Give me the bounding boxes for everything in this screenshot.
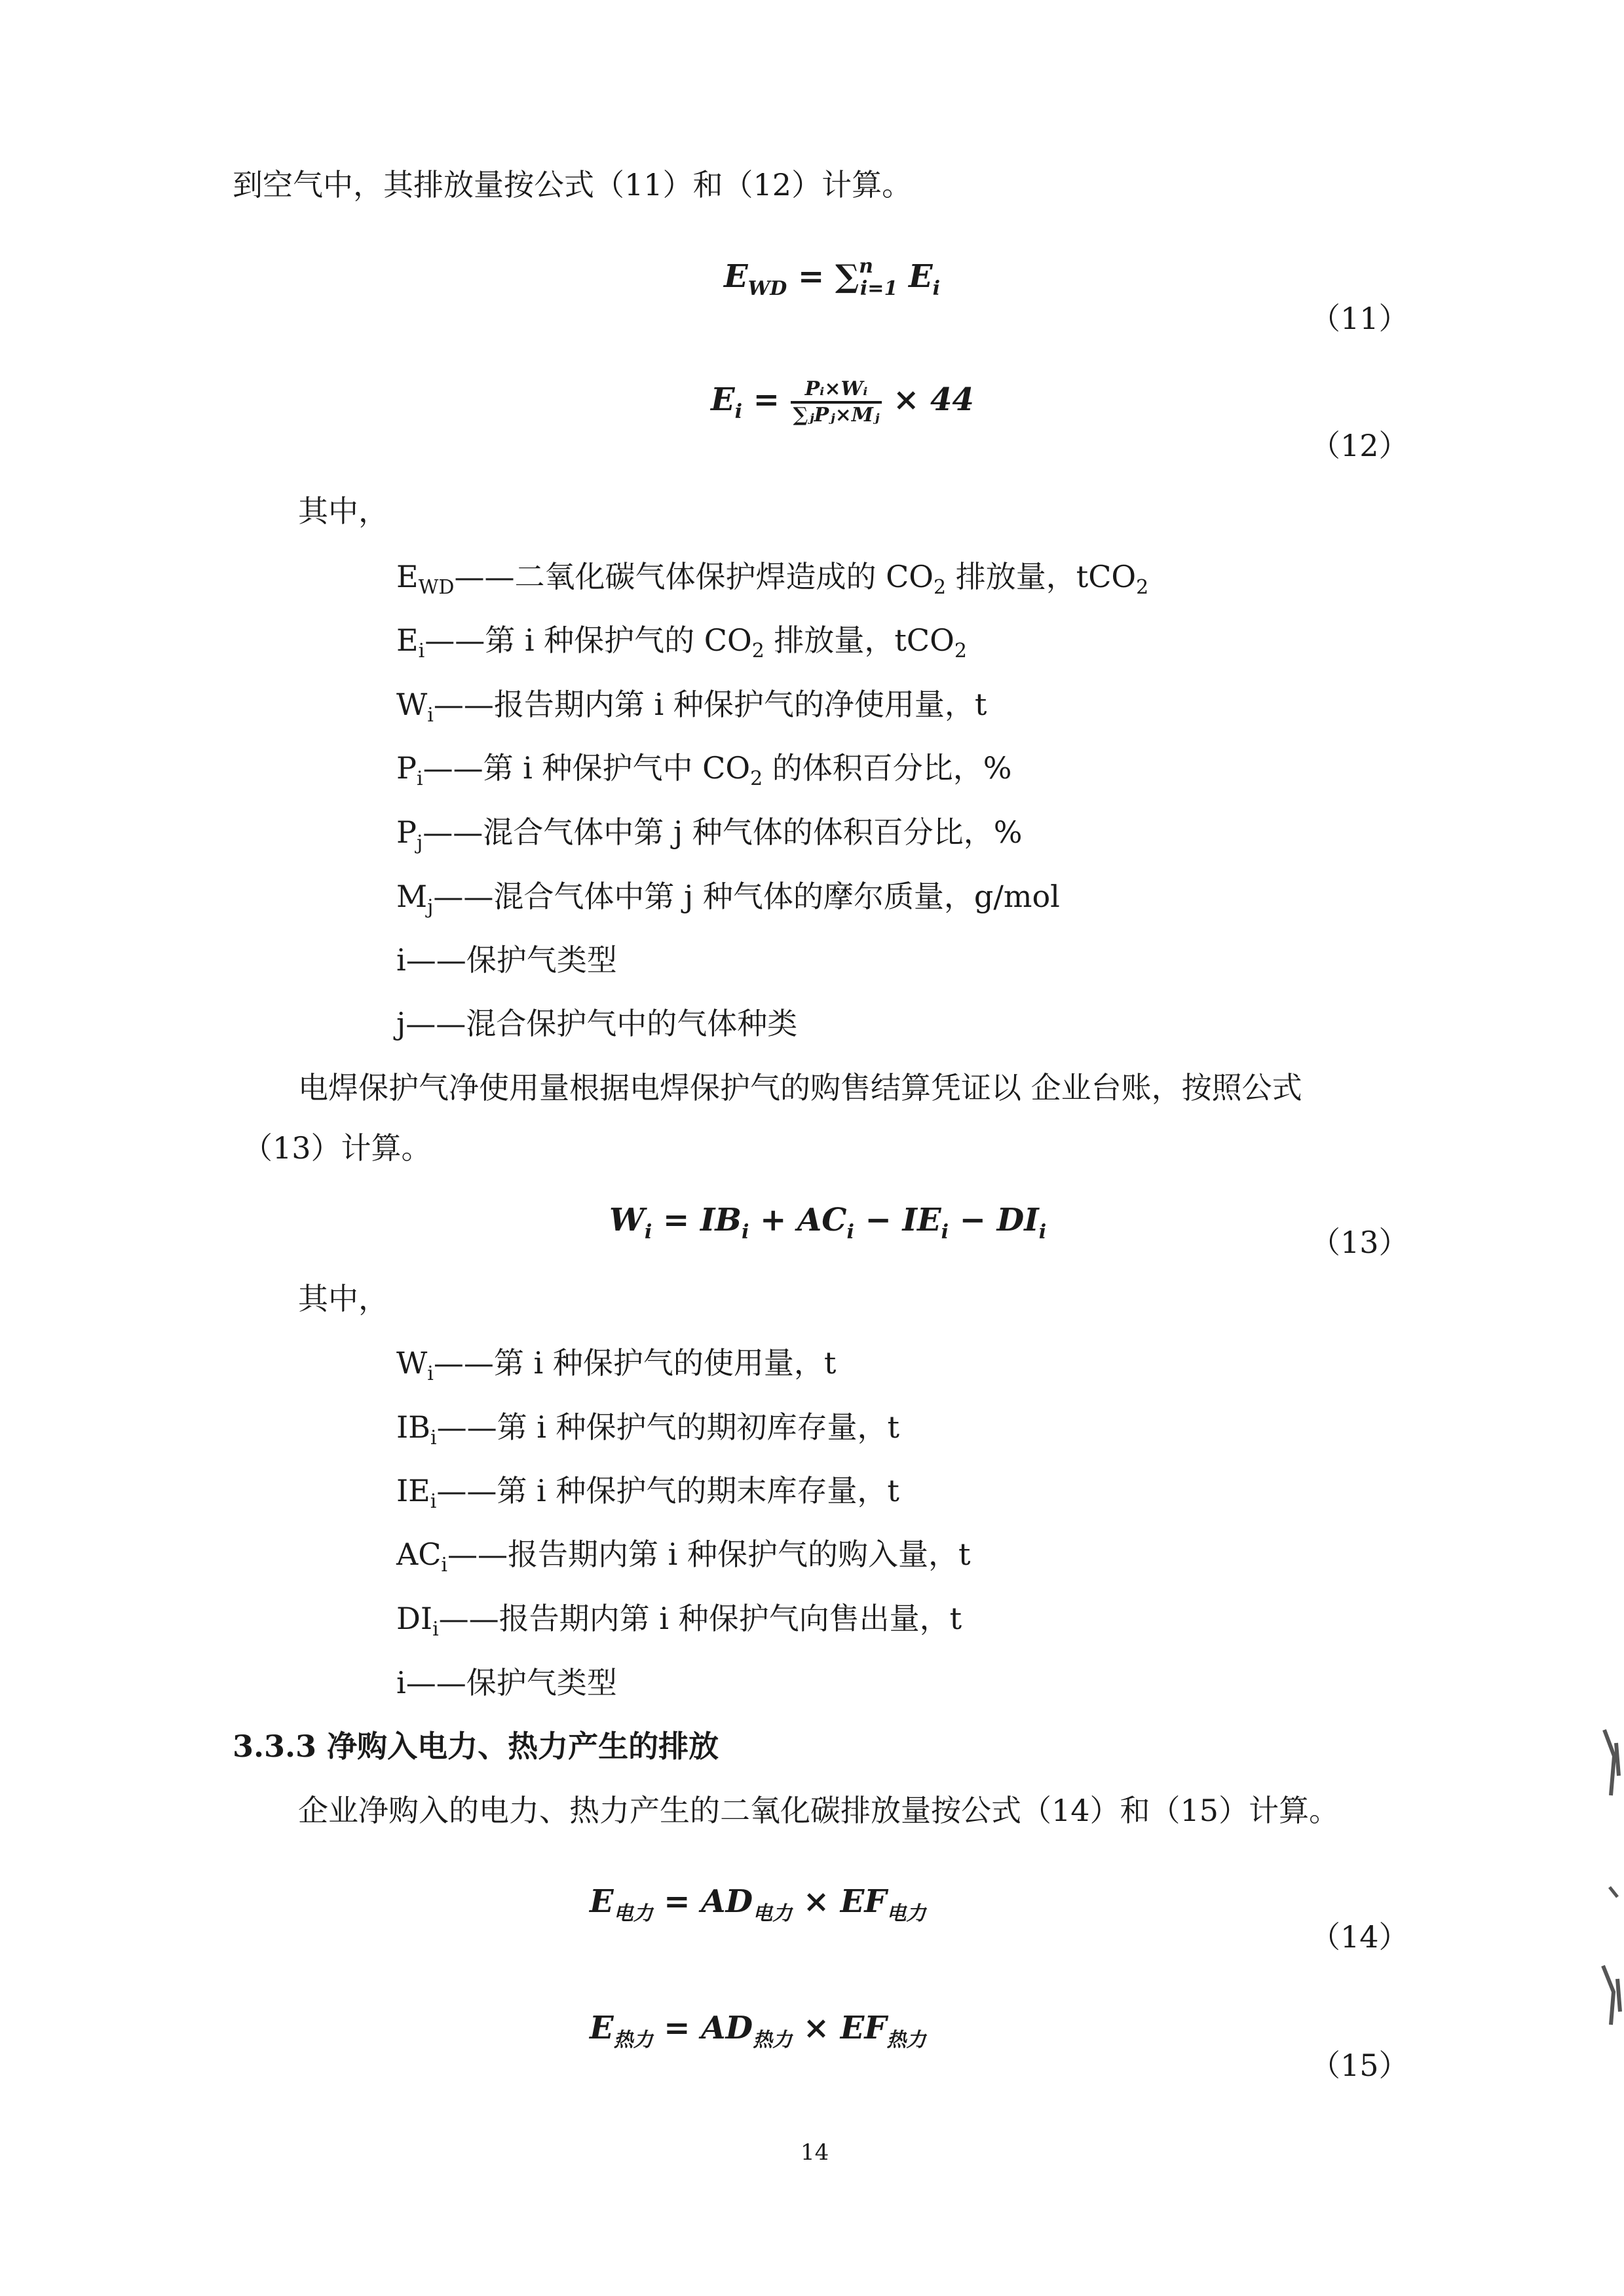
formula-12: $E_i$ = $\frac{\text{Pᵢ×Wᵢ}}{\text{∑ⱼPⱼ×Mⱼ}}$ × 44 <box>711 377 974 427</box>
formula-14: $E_{电力} = AD_{电力} \times EF_{电力}$ <box>590 1883 926 1925</box>
section-heading-3-3-3: 3.3.3 净购入电力、热力产生的排放 <box>233 1729 719 1764</box>
equation-number-13: （13） <box>1310 1225 1409 1260</box>
page-number: 14 <box>801 2139 829 2166</box>
formula-13: $W_i = IB_i + AC_i - IE_i - DI_i$ <box>609 1202 1047 1244</box>
definition-ewd: $E_{WD}——$二氧化碳气体保护焊造成的 $CO_2$ 排放量，tCO$_2$ <box>396 559 1149 599</box>
formula-15: $E_{热力} = AD_{热力} \times EF_{热力}$ <box>590 2010 926 2052</box>
paragraph-2-line-2: （13）计算。 <box>242 1130 432 1166</box>
definition-ibi: $IB_i——$第 i 种保护气的期初库存量，t <box>396 1409 900 1449</box>
formula-11: $E_{WD} = \sum^n_{i=1}$ $E_i$ <box>724 255 941 300</box>
definition-mj: $M_j——$混合气体中第 j 种气体的摩尔质量，g/mol <box>396 879 1060 919</box>
equation-number-12: （12） <box>1310 428 1409 463</box>
definition-aci: $AC_i——$报告期内第 i 种保护气的购入量，t <box>396 1537 971 1577</box>
paragraph-2-line-1: 电焊保护气净使用量根据电焊保护气的购售结算凭证以 企业台账，按照公式 <box>298 1070 1302 1105</box>
qizhong-label-2: 其中， <box>298 1281 388 1316</box>
qizhong-label-1: 其中， <box>298 493 388 529</box>
definition-ei: $E_i——$第 i 种保护气的 $CO_2$ 排放量，tCO$_2$ <box>396 622 967 662</box>
definition-j: j——混合保护气中的气体种类 <box>396 1006 798 1041</box>
scan-edge-marks <box>1585 1717 1624 2084</box>
paragraph-3: 企业净购入的电力、热力产生的二氧化碳排放量按公式（14）和（15）计算。 <box>298 1793 1340 1828</box>
definition-wi-usage: $W_i——$第 i 种保护气的使用量，t <box>396 1345 837 1385</box>
definition-iei: $IE_i——$第 i 种保护气的期末库存量，t <box>396 1473 899 1513</box>
definition-i: i——保护气类型 <box>396 942 617 978</box>
definition-dii: $DI_i——$报告期内第 i 种保护气向售出量，t <box>396 1601 962 1641</box>
equation-number-15: （15） <box>1310 2048 1409 2083</box>
definition-pj: $P_j——$混合气体中第 j 种气体的体积百分比，% <box>396 814 1023 854</box>
formula-12-fraction: $\frac{\text{Pᵢ×Wᵢ}}{\text{∑ⱼPⱼ×Mⱼ}}$ <box>791 377 882 427</box>
definition-wi: $W_i——$报告期内第 i 种保护气的净使用量，t <box>396 687 987 727</box>
intro-text: 到空气中，其排放量按公式（11）和（12）计算。 <box>233 167 913 202</box>
definition-pi: $P_i——$第 i 种保护气中 $CO_2$ 的体积百分比，% <box>396 750 1012 790</box>
equation-number-14: （14） <box>1310 1919 1409 1955</box>
equation-number-11: （11） <box>1310 301 1409 336</box>
definition-i-2: i——保护气类型 <box>396 1665 617 1700</box>
